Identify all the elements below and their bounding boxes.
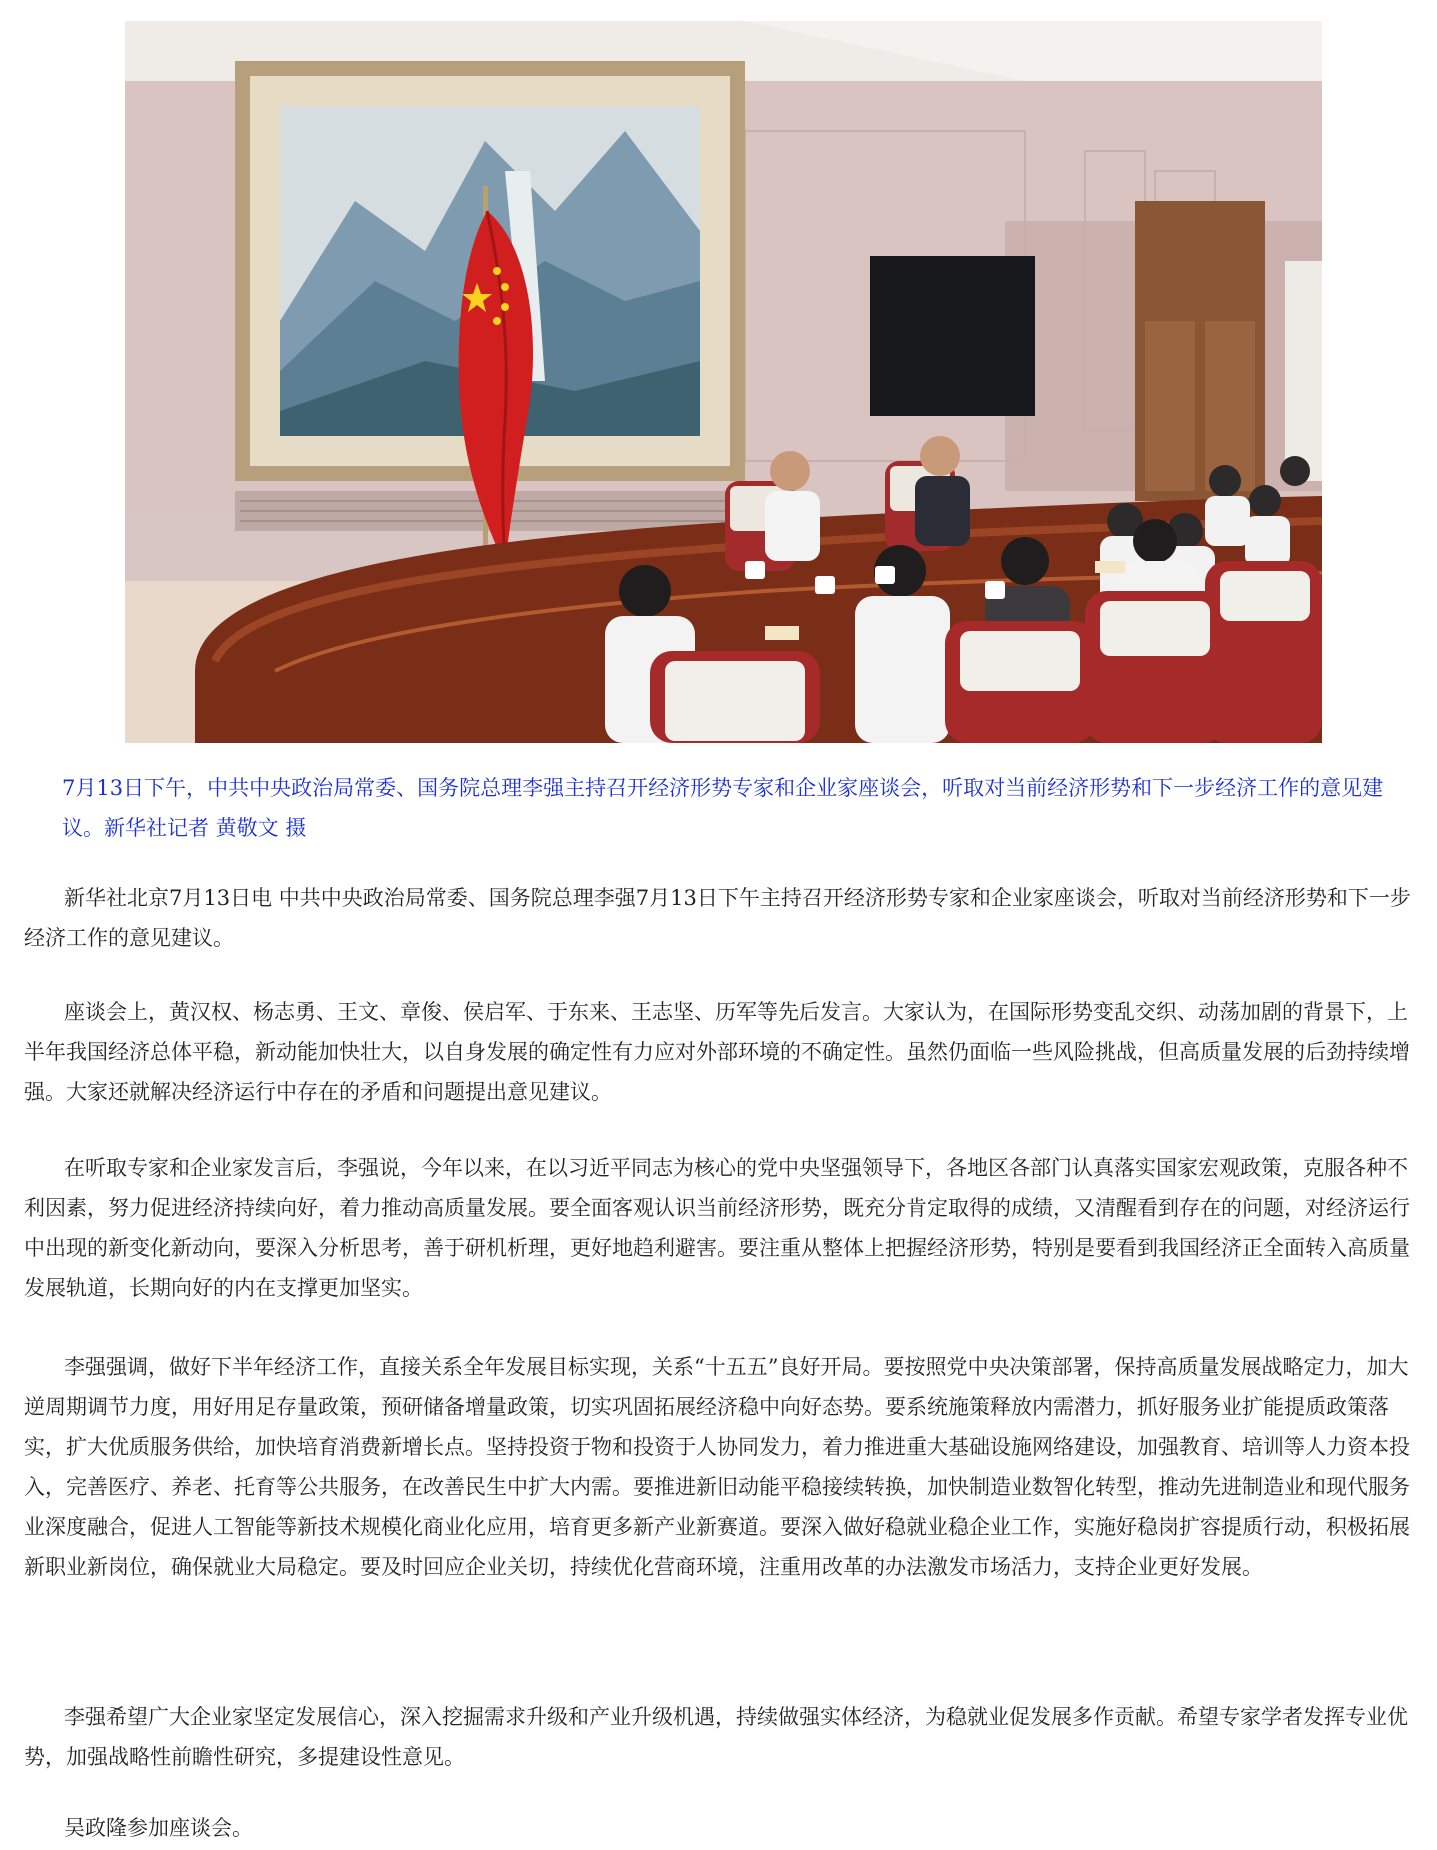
paragraph: 座谈会上，黄汉权、杨志勇、王文、章俊、侯启军、于东来、王志坚、历军等先后发言。大家认为，在国际形势变乱交织、动荡加剧的背景下，上半年我国经济总体平稳，新动能加快壮大，以自身发展的确定性有力应对外部环境的不确定性。虽然仍面临一些风险挑战，但高质量发展的后劲持续增强。大家还就解决经济运行中存在的矛盾和问题提出意见建议。 xyxy=(24,1000,1410,1104)
paragraph: 李强希望广大企业家坚定发展信心，深入挖掘需求升级和产业升级机遇，持续做强实体经济，为稳就业促发展多作贡献。希望专家学者发挥专业优势，加强战略性前瞻性研究，多提建设性意见。 xyxy=(24,1705,1408,1769)
paragraph: 新华社北京7月13日电 中共中央政治局常委、国务院总理李强7月13日下午主持召开经济形势专家和企业家座谈会，听取对当前经济形势和下一步经济工作的意见建议。 xyxy=(24,886,1411,950)
paragraph: 在听取专家和企业家发言后，李强说，今年以来，在以习近平同志为核心的党中央坚强领导下，各地区各部门认真落实国家宏观政策，克服各种不利因素，努力促进经济持续向好，着力推动高质量发展。要全面客观认识当前经济形势，既充分肯定取得的成绩，又清醒看到存在的问题，对经济运行中出现的新变化新动向，要深入分析思考，善于研机析理，更好地趋利避害。要注重从整体上把握经济形势，特别是要看到我国经济正全面转入高质量发展轨道，长期向好的内在支撑更加坚实。 xyxy=(24,1156,1410,1300)
photo-caption: 7月13日下午，中共中央政治局常委、国务院总理李强主持召开经济形势专家和企业家座谈会，听取对当前经济形势和下一步经济工作的意见建议。新华社记者 黄敬文 摄 xyxy=(62,776,1384,840)
meeting-photo xyxy=(125,21,1322,743)
paragraph: 吴政隆参加座谈会。 xyxy=(64,1816,253,1840)
paragraph: 李强强调，做好下半年经济工作，直接关系全年发展目标实现，关系“十五五”良好开局。要按照党中央决策部署，保持高质量发展战略定力，加大逆周期调节力度，用好用足存量政策，预研储备增量政策，切实巩固拓展经济稳中向好态势。要系统施策释放内需潜力，抓好服务业扩能提质政策落实，扩大优质服务供给，加快培育消费新增长点。坚持投资于物和投资于人协同发力，着力推进重大基础设施网络建设，加强教育、培训等人力资本投入，完善医疗、养老、托育等公共服务，在改善民生中扩大内需。要推进新旧动能平稳接续转换，加快制造业数智化转型，推动先进制造业和现代服务业深度融合，促进人工智能等新技术规模化商业化应用，培育更多新产业新赛道。要深入做好稳就业稳企业工作，实施好稳岗扩容提质行动，积极拓展新职业新岗位，确保就业大局稳定。要及时回应企业关切，持续优化营商环境，注重用改革的办法激发市场活力，支持企业更好发展。 xyxy=(24,1355,1410,1579)
